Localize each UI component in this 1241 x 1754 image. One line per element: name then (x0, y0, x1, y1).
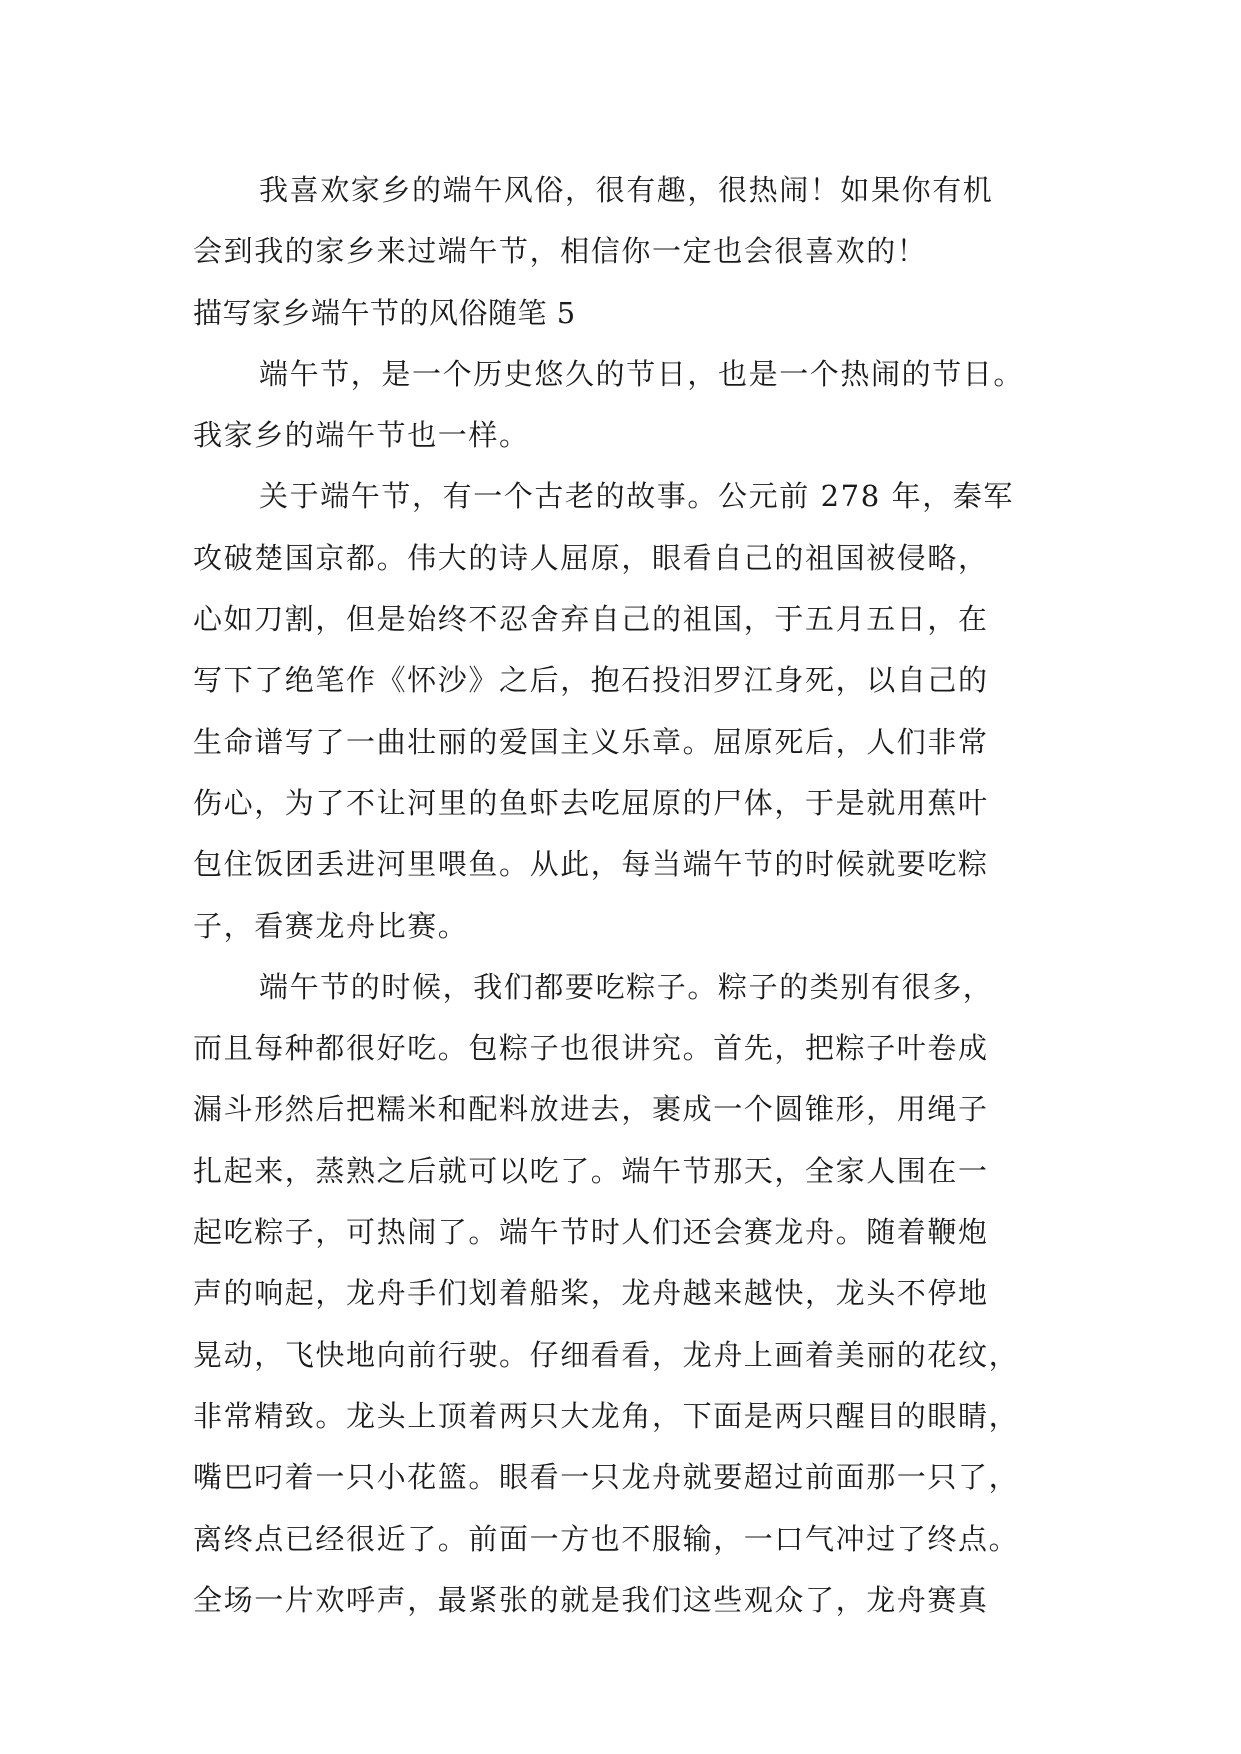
text-line: 离终点已经很近了。前面一方也不服输，一口气冲过了终点。 (193, 1521, 1020, 1556)
text-line: 全场一片欢呼声，最紧张的就是我们这些观众了，龙舟赛真 (193, 1582, 989, 1617)
text-line: 心如刀割，但是始终不忍舍弃自己的祖国，于五月五日，在 (193, 602, 989, 637)
text-line: 声的响起，龙舟手们划着船桨，龙舟越来越快，龙头不停地 (193, 1276, 989, 1311)
text-line: 而且每种都很好吃。包粽子也很讲究。首先，把粽子叶卷成 (193, 1031, 989, 1066)
text-line: 写下了绝笔作《怀沙》之后，抱石投汨罗江身死，以自己的 (193, 663, 989, 698)
text-line: 扎起来，蒸熟之后就可以吃了。端午节那天，全家人围在一 (193, 1153, 989, 1188)
text-line: 伤心，为了不让河里的鱼虾去吃屈原的尸体，于是就用蕉叶 (193, 785, 989, 820)
text-line: 包住饭团丢进河里喂鱼。从此，每当端午节的时候就要吃粽 (193, 847, 989, 882)
text-line: 关于端午节，有一个古老的故事。公元前 278 年，秦军 (259, 479, 1014, 514)
text-line: 生命谱写了一曲壮丽的爱国主义乐章。屈原死后，人们非常 (193, 724, 989, 759)
text-line: 端午节的时候，我们都要吃粽子。粽子的类别有很多， (259, 969, 994, 1004)
section-heading: 描写家乡端午节的风俗随笔 5 (193, 295, 576, 330)
text-line: 起吃粽子，可热闹了。端午节时人们还会赛龙舟。随着鞭炮 (193, 1215, 989, 1250)
text-line: 非常精致。龙头上顶着两只大龙角，下面是两只醒目的眼睛， (193, 1398, 1020, 1433)
text-line: 我喜欢家乡的端午风俗，很有趣，很热闹！如果你有机 (259, 173, 994, 207)
text-line: 端午节，是一个历史悠久的节日，也是一个热闹的节日。 (259, 356, 1025, 391)
text-line: 攻破楚国京都。伟大的诗人屈原，眼看自己的祖国被侵略， (193, 540, 989, 575)
text-line: 晃动，飞快地向前行驶。仔细看看，龙舟上画着美丽的花纹， (193, 1337, 1020, 1372)
text-line: 子，看赛龙舟比赛。 (193, 908, 469, 943)
document-body (193, 160, 1053, 1631)
text-line: 会到我的家乡来过端午节，相信你一定也会很喜欢的！ (193, 234, 928, 269)
text-line: 嘴巴叼着一只小花篮。眼看一只龙舟就要超过前面那一只了， (193, 1460, 1020, 1495)
text-line: 漏斗形然后把糯米和配料放进去，裹成一个圆锥形，用绳子 (193, 1092, 989, 1127)
text-line: 我家乡的端午节也一样。 (193, 418, 530, 453)
